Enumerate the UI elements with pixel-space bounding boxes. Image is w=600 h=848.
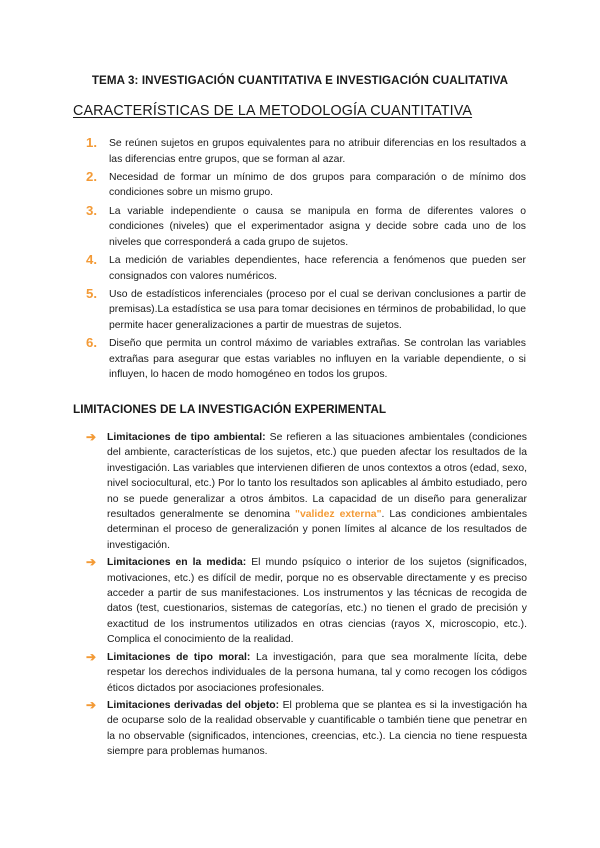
arrow-right-icon: ➔ xyxy=(86,555,97,570)
item-number: 4. xyxy=(86,251,97,267)
item-number: 5. xyxy=(86,285,97,301)
arrow-right-icon: ➔ xyxy=(86,649,97,664)
list-item xyxy=(86,253,526,284)
list-item xyxy=(86,698,527,760)
list-item xyxy=(86,287,526,334)
item-lead: Limitaciones de tipo moral: xyxy=(107,651,251,663)
item-number: 1. xyxy=(86,135,97,150)
item-text: Diseño que permita un control máximo de variables extrañas. Se controlan las variables extrañas para asegurar que estas variables no influyen en la variable dependiente, o si influyen, lo hacen de modo homogéneo en todos los grupos. xyxy=(109,338,526,381)
list-item xyxy=(86,204,526,251)
section-heading-characteristics: CARACTERÍSTICAS DE LA METODOLOGÍA CUANTITATIVA xyxy=(73,103,473,119)
list-item xyxy=(86,430,527,553)
item-lead: Limitaciones de tipo ambiental: xyxy=(107,432,266,443)
item-number: 3. xyxy=(86,202,97,218)
section-heading-limitations: LIMITACIONES DE LA INVESTIGACIÓN EXPERIMENTAL xyxy=(73,402,387,416)
limitations-list xyxy=(86,430,527,762)
item-number: 6. xyxy=(86,335,97,351)
item-text: Uso de estadísticos inferenciales (proceso por el cual se derivan conclusiones a partir de premisas).La estadística se usa para tomar decisiones en términos de probabilidad, lo que permite hacer generalizaciones a partir de muestras de sujetos. xyxy=(109,288,526,331)
item-text: La investigación, para que sea moralmente lícita, debe respetar los derechos individuales de la persona humana, tal y como recogen los códigos éticos dictados por asociaciones profesionales. xyxy=(107,651,527,694)
item-text-continued: . Las condiciones ambientales determinan el proceso de generalización y ponen límites al alcance de los resultados de investigación. xyxy=(107,509,528,551)
list-item xyxy=(86,650,527,696)
list-item xyxy=(86,170,526,201)
item-number: 2. xyxy=(86,168,97,184)
item-text: Necesidad de formar un mínimo de dos grupos para comparación o de mínimo dos condiciones sobre un mismo grupo. xyxy=(109,171,526,199)
item-text: El mundo psíquico o interior de los sujetos (significados, motivaciones, etc.) es difícil de medir, porque no es observable directamente y es preciso acceder a partir de sus manifestaciones. Los instrumentos y las técnicas de recogida de datos (test, cuestionarios, sistemas de categorías, etc.) no tienen el grado de precisión y exactitud de los instrumentos utilizados en otras ciencias (rayos X, microscopio, etc.). Complica el conocimiento de la realidad. xyxy=(107,557,527,646)
highlight-term: "validez externa" xyxy=(295,509,382,521)
item-text: Se refieren a las situaciones ambientales (condiciones del ambiente, características de los sujetos, etc.) que pueden afectar los resultados de la investigación. Las variables que intervienen difieren de unos contextos a otros (edad, sexo, nivel sociocultural, etc.) Por lo tanto los resultados son aplicables al ámbito estudiado, pero no se puede generalizar a otros ámbitos. La capacidad de un diseño para generalizar resultados generalmente se denomina xyxy=(107,432,527,521)
arrow-right-icon: ➔ xyxy=(86,697,97,712)
item-text: La variable independiente o causa se manipula en forma de diferentes valores o condiciones (niveles) que el experimentador asigna y decide sobre cada uno de los niveles que corresponderá a cada grupo de sujetos. xyxy=(109,205,526,248)
item-text: La medición de variables dependientes, hace referencia a fenómenos que pueden ser consignados con valores numéricos. xyxy=(109,254,526,282)
item-lead: Limitaciones derivadas del objeto: xyxy=(107,699,280,711)
page-title: TEMA 3: INVESTIGACIÓN CUANTITATIVA E INVESTIGACIÓN CUALITATIVA xyxy=(91,74,509,87)
list-item xyxy=(86,336,526,383)
list-item xyxy=(86,136,526,167)
list-item xyxy=(86,555,527,647)
item-lead: Limitaciones en la medida: xyxy=(107,557,247,569)
characteristics-list xyxy=(86,136,526,385)
item-text: El problema que se plantea es si la investigación ha de ocuparse solo de la realidad observable y cuantificable o también tiene que penetrar en la no observable (significados, intenciones, creencias, etc.). La ciencia no tiene respuesta siempre para problemas humanos. xyxy=(107,699,527,758)
arrow-right-icon: ➔ xyxy=(86,430,97,444)
item-text: Se reúnen sujetos en grupos equivalentes para no atribuir diferencias en los resultados a las diferencias entre grupos, que se forman al azar. xyxy=(109,138,526,165)
